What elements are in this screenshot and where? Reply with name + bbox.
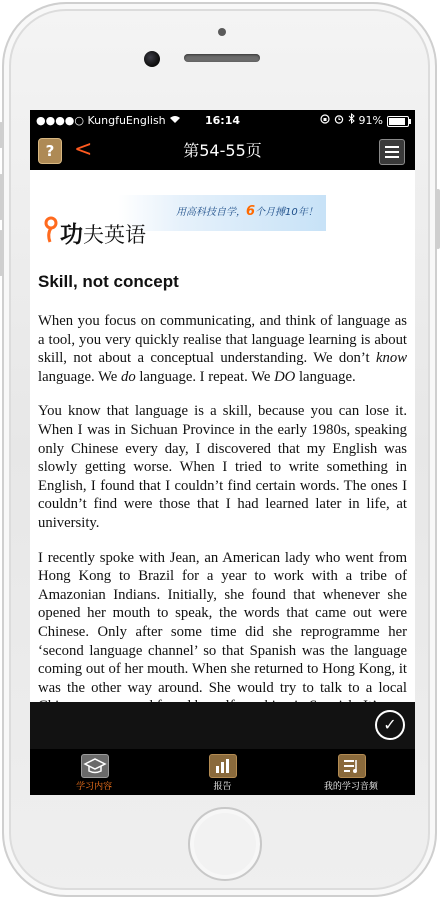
action-bar (30, 702, 415, 749)
tab-study-content[interactable] (30, 749, 158, 795)
tab-bar (30, 749, 415, 795)
p1-emphasis-DO: DO (274, 368, 296, 385)
mute-switch (0, 122, 3, 148)
brand-logo-big: 功 (60, 222, 83, 248)
bluetooth-icon (348, 110, 355, 132)
graduation-cap-icon (81, 754, 109, 778)
screen (30, 110, 415, 795)
menu-line (385, 151, 399, 153)
rotation-lock-icon (320, 110, 330, 132)
p1-text-b: language. We (38, 368, 121, 385)
kungfu-figure-icon (42, 216, 60, 244)
slogan-text (176, 203, 318, 219)
proximity-sensor (218, 28, 226, 36)
tab-report[interactable] (158, 749, 286, 795)
earpiece-speaker (184, 54, 260, 62)
paragraph-3: I recently spoke with Jean, an American lady who went from Hong Kong to Brazil for a year to work with a tribe of Amazonian Indians. Initially, she found that whenever she opened her mouth to speak, the words that came out were Chinese. Only after some time did she reprogramme her ‘second language channel’ so that Spanish was the language coming out of her mouth. When she returned to Hong Kong, it was the other way around. She would try to talk to a local (38, 549, 407, 696)
home-button[interactable] (188, 807, 262, 881)
p1-emphasis-know: know (375, 350, 407, 367)
article-body (38, 312, 407, 732)
p1-text-d: language. (295, 368, 356, 385)
paragraph-1 (38, 312, 407, 386)
volume-up-button (0, 174, 3, 220)
page-title: 第54-55页 (183, 141, 262, 160)
carrier-name: KungfuEnglish (87, 114, 166, 127)
status-right (320, 110, 409, 132)
front-camera (144, 51, 160, 67)
audio-list-icon (338, 754, 366, 778)
tab-label: 我的学习音频 (323, 782, 378, 792)
reading-content[interactable] (30, 170, 415, 702)
volume-down-button (0, 230, 3, 276)
tab-label: 学习内容 (76, 782, 113, 792)
p1-text-a: When you focus on communicating, and think of language as a tool, you very quickly realise that language learning is about skill, not about a conceptual understanding. We don’t (38, 313, 407, 367)
p1-emphasis-do: do (120, 368, 136, 385)
battery-icon (387, 116, 409, 127)
bar-chart-icon (209, 754, 237, 778)
tab-label: 报告 (213, 782, 232, 792)
battery-level (389, 118, 405, 125)
complete-check-button[interactable]: ✓ (375, 710, 405, 740)
menu-line (385, 146, 399, 148)
battery-percent: 91% (358, 114, 383, 127)
article-heading: Skill, not concept (38, 272, 179, 291)
paragraph-2: You know that language is a skill, because you can lose it. When I was in Sichuan Province in the early 1980s, speaking only Chinese every day, I discovered that my English was slowly getting worse. When I tried to write something in English, I found that I couldn’t find certain words. The ones I couldn’t find were those that I had learned later in life, at university. (38, 403, 407, 531)
slogan-prefix: 用高科技自学， (176, 207, 246, 218)
p1-text-c: language. I repeat. We (135, 368, 275, 385)
slogan-highlight: 6 (246, 204, 256, 219)
app-logo-icon[interactable]: ? (38, 138, 62, 164)
back-button[interactable]: < (74, 137, 93, 162)
brand-logo (60, 216, 146, 249)
signal-strength-icon: ●●●●○ (36, 114, 84, 127)
slogan-suffix: 个月搏10年！ (255, 207, 318, 218)
power-button (436, 189, 440, 249)
status-time: 16:14 (204, 114, 240, 127)
menu-line (385, 156, 399, 158)
brand-logo-rest: 夫英语 (83, 223, 146, 247)
tab-my-audio[interactable] (287, 749, 415, 795)
slogan-banner (118, 195, 326, 231)
phone-frame (2, 2, 437, 897)
menu-button[interactable] (379, 139, 405, 165)
alarm-icon (334, 110, 344, 132)
navigation-bar (30, 132, 415, 170)
status-bar (30, 110, 415, 132)
